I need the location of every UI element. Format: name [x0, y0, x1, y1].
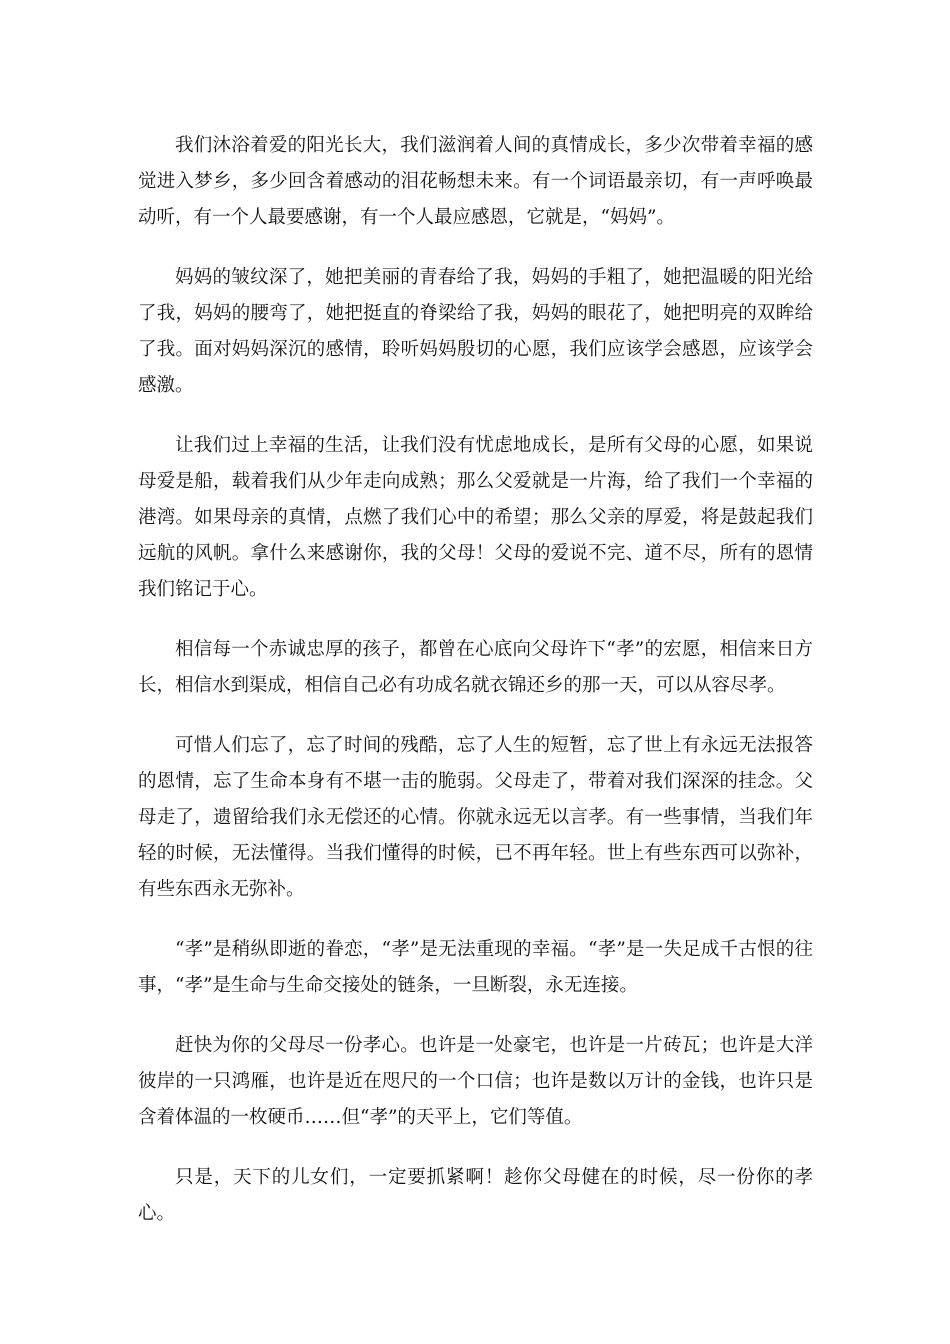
paragraph-4: 相信每一个赤诚忠厚的孩子，都曾在心底向父母许下“孝”的宏愿，相信来日方长，相信水到渠成，相信自己必有功成名就衣锦还乡的那一天，可以从容尽孝。 — [138, 639, 813, 696]
paragraph-7: 赶快为你的父母尽一份孝心。也许是一处豪宅，也许是一片砖瓦；也许是大洋彼岸的一只鸿雁，也许是近在咫尺的一个口信；也许是数以万计的金钱，也许只是含着体温的一枚硬币……但“孝”的天平上，它们等值。 — [138, 1035, 813, 1128]
paragraph-8: 只是，天下的儿女们，一定要抓紧啊！趁你父母健在的时候，尽一份你的孝心。 — [138, 1167, 813, 1224]
paragraph-1: 我们沐浴着爱的阳光长大，我们滋润着人间的真情成长，多少次带着幸福的感觉进入梦乡，多少回含着感动的泪花畅想未来。有一个词语最亲切，有一声呼唤最动听，有一个人最要感谢，有一个人最应感恩，它就是，“妈妈”。 — [138, 135, 813, 228]
paragraph-6: “孝”是稍纵即逝的眷恋，“孝”是无法重现的幸福。“孝”是一失足成千古恨的往事，“孝”是生命与生命交接处的链条，一旦断裂，永无连接。 — [138, 939, 813, 996]
body-text — [138, 128, 813, 1256]
paragraph-5: 可惜人们忘了，忘了时间的残酷，忘了人生的短暂，忘了世上有永远无法报答的恩情，忘了生命本身有不堪一击的脆弱。父母走了，带着对我们深深的挂念。父母走了，遗留给我们永无偿还的心情。你就永远无以言孝。有一些事情，当我们年轻的时候，无法懂得。当我们懂得的时候，已不再年轻。世上有些东西可以弥补，有些东西永无弥补。 — [138, 735, 813, 900]
paragraph-2: 妈妈的皱纹深了，她把美丽的青春给了我，妈妈的手粗了，她把温暖的阳光给了我，妈妈的腰弯了，她把挺直的脊梁给了我，妈妈的眼花了，她把明亮的双眸给了我。面对妈妈深沉的感情，聆听妈妈殷切的心愿，我们应该学会感恩，应该学会感激。 — [138, 267, 813, 396]
paragraph-3: 让我们过上幸福的生活，让我们没有忧虑地成长，是所有父母的心愿，如果说母爱是船，载着我们从少年走向成熟；那么父爱就是一片海，给了我们一个幸福的港湾。如果母亲的真情，点燃了我们心中的希望；那么父亲的厚爱，将是鼓起我们远航的风帆。拿什么来感谢你，我的父母！父母的爱说不完、道不尽，所有的恩情我们铭记于心。 — [138, 435, 813, 600]
